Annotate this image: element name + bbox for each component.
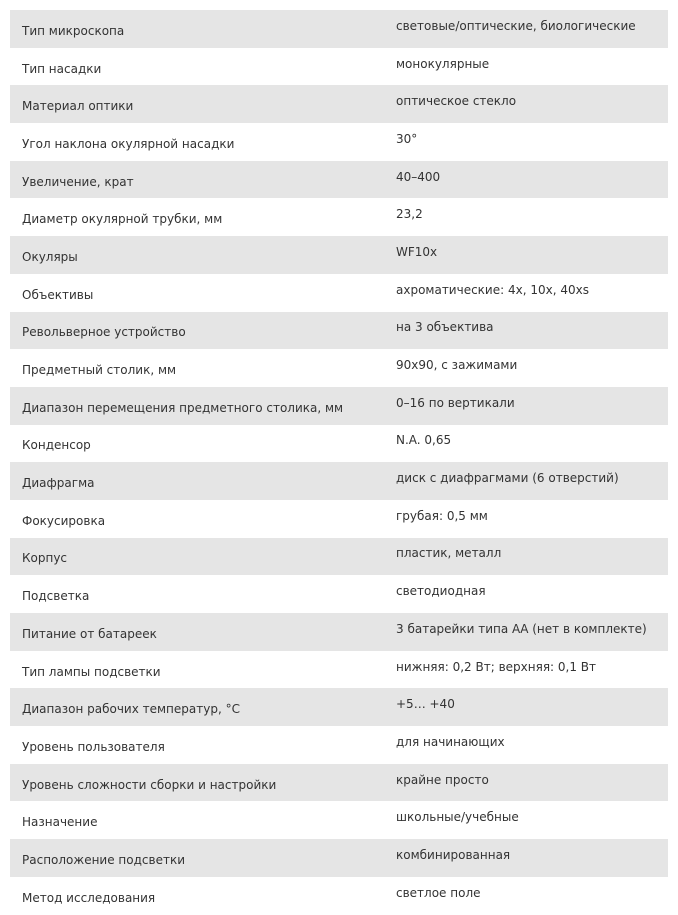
spec-name: Уровень пользователя <box>10 726 390 764</box>
spec-row <box>10 726 668 764</box>
spec-name: Диапазон перемещения предметного столика, мм <box>10 387 390 425</box>
spec-name: Тип лампы подсветки <box>10 651 390 689</box>
spec-row <box>10 425 668 463</box>
spec-row <box>10 538 668 576</box>
spec-value: светодиодная <box>390 575 668 613</box>
spec-value: грубая: 0,5 мм <box>390 500 668 538</box>
spec-value: для начинающих <box>390 726 668 764</box>
spec-name: Тип микроскопа <box>10 10 390 48</box>
spec-value: школьные/учебные <box>390 801 668 839</box>
spec-row <box>10 651 668 689</box>
spec-value: оптическое стекло <box>390 85 668 123</box>
spec-name: Метод исследования <box>10 877 390 915</box>
spec-name: Корпус <box>10 538 390 576</box>
spec-value: на 3 объектива <box>390 312 668 350</box>
spec-name: Угол наклона окулярной насадки <box>10 123 390 161</box>
spec-row <box>10 161 668 199</box>
spec-row <box>10 10 668 48</box>
spec-name: Объективы <box>10 274 390 312</box>
spec-value: монокулярные <box>390 48 668 86</box>
spec-row <box>10 123 668 161</box>
spec-row <box>10 48 668 86</box>
spec-row <box>10 500 668 538</box>
spec-name: Диафрагма <box>10 462 390 500</box>
spec-row <box>10 85 668 123</box>
spec-name: Тип насадки <box>10 48 390 86</box>
spec-value: 23,2 <box>390 198 668 236</box>
spec-name: Окуляры <box>10 236 390 274</box>
spec-value: 30° <box>390 123 668 161</box>
spec-row <box>10 387 668 425</box>
spec-row <box>10 575 668 613</box>
spec-name: Назначение <box>10 801 390 839</box>
spec-name: Подсветка <box>10 575 390 613</box>
spec-name: Револьверное устройство <box>10 312 390 350</box>
spec-row <box>10 688 668 726</box>
spec-value: световые/оптические, биологические <box>390 10 668 48</box>
spec-value: 0–16 по вертикали <box>390 387 668 425</box>
spec-row <box>10 764 668 802</box>
spec-row <box>10 198 668 236</box>
spec-name: Фокусировка <box>10 500 390 538</box>
spec-name: Предметный столик, мм <box>10 349 390 387</box>
spec-name: Расположение подсветки <box>10 839 390 877</box>
specifications-table <box>10 10 668 915</box>
spec-value: WF10x <box>390 236 668 274</box>
spec-row <box>10 877 668 915</box>
spec-value: нижняя: 0,2 Вт; верхняя: 0,1 Вт <box>390 651 668 689</box>
spec-value: 3 батарейки типа АА (нет в комплекте) <box>390 613 668 651</box>
spec-value: диск с диафрагмами (6 отверстий) <box>390 462 668 500</box>
spec-name: Диаметр окулярной трубки, мм <box>10 198 390 236</box>
spec-row <box>10 839 668 877</box>
spec-name: Уровень сложности сборки и настройки <box>10 764 390 802</box>
spec-row <box>10 801 668 839</box>
spec-value: ахроматические: 4x, 10x, 40xs <box>390 274 668 312</box>
spec-value: 40–400 <box>390 161 668 199</box>
spec-value: N.A. 0,65 <box>390 425 668 463</box>
spec-row <box>10 274 668 312</box>
spec-value: +5… +40 <box>390 688 668 726</box>
spec-value: комбинированная <box>390 839 668 877</box>
spec-value: крайне просто <box>390 764 668 802</box>
spec-row <box>10 349 668 387</box>
spec-name: Увеличение, крат <box>10 161 390 199</box>
spec-row <box>10 462 668 500</box>
spec-row <box>10 613 668 651</box>
spec-row <box>10 312 668 350</box>
spec-name: Материал оптики <box>10 85 390 123</box>
spec-name: Конденсор <box>10 425 390 463</box>
spec-name: Питание от батареек <box>10 613 390 651</box>
spec-value: 90x90, с зажимами <box>390 349 668 387</box>
spec-value: светлое поле <box>390 877 668 915</box>
spec-name: Диапазон рабочих температур, °С <box>10 688 390 726</box>
spec-value: пластик, металл <box>390 538 668 576</box>
spec-row <box>10 236 668 274</box>
